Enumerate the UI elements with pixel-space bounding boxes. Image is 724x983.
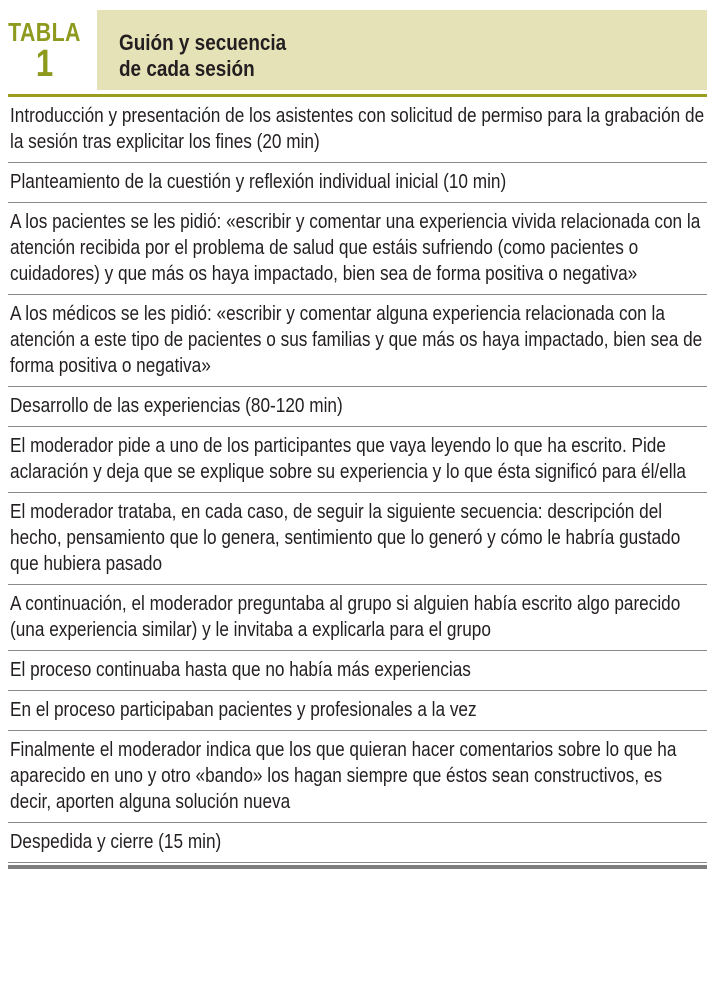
table-row [8, 585, 707, 651]
table-row [8, 823, 707, 863]
table-1 [8, 10, 707, 869]
table-row-text: Introducción y presentación de los asistentes con solicitud de permiso para la grabación de la sesión tras explicitar los fines (20 min) [10, 105, 705, 153]
table-row-text: Desarrollo de las experiencias (80-120 min) [10, 395, 343, 417]
table-row-text: Planteamiento de la cuestión y reflexión individual inicial (10 min) [10, 171, 507, 193]
table-tag-word: TABLA [8, 17, 81, 47]
table-title-line-1: Guión y secuencia [119, 30, 287, 55]
table-row [8, 691, 707, 731]
table-header [8, 10, 707, 90]
table-row [8, 493, 707, 585]
table-row [8, 731, 707, 823]
table-tag [8, 10, 81, 90]
table-row [8, 163, 707, 203]
table-title [97, 10, 707, 90]
table-row [8, 651, 707, 691]
table-row-text: El moderador pide a uno de los participantes que vaya leyendo lo que ha escrito. Pide aclaración y deja que se explique sobre su experiencia y lo que ésta significó para él/ella [10, 435, 687, 483]
table-row [8, 387, 707, 427]
table-row [8, 97, 707, 163]
table-row-text: Finalmente el moderador indica que los que quieran hacer comentarios sobre lo que ha aparecido en uno y otro «bando» los hagan siempre que éstos sean constructivos, es decir, aporten alguna solución nueva [10, 739, 677, 813]
table-row-text: En el proceso participaban pacientes y profesionales a la vez [10, 699, 477, 721]
table-row [8, 295, 707, 387]
bottom-rule [8, 865, 707, 869]
table-row-text: El moderador trataba, en cada caso, de seguir la siguiente secuencia: descripción del hecho, pensamiento que lo genera, sentimiento que lo generó y cómo le habría gustado que hubiera pasado [10, 501, 681, 575]
table-row-text: A los pacientes se les pidió: «escribir y comentar una experiencia vivida relacionada con la atención recibida por el problema de salud que estáis sufriendo (como pacientes o cuidadores) y que más os haya impactado, bien sea de forma positiva o negativa» [10, 211, 701, 285]
table-row [8, 203, 707, 295]
table-row-text: A los médicos se les pidió: «escribir y comentar alguna experiencia relacionada con la atención a este tipo de pacientes o sus familias y que más os haya impactado, bien sea de forma positiva o negativa» [10, 303, 703, 377]
table-rows [8, 97, 707, 863]
table-title-line-2: de cada sesión [119, 56, 255, 81]
table-row-text: Despedida y cierre (15 min) [10, 831, 222, 853]
table-tag-number: 1 [35, 43, 54, 85]
table-row-text: A continuación, el moderador preguntaba al grupo si alguien había escrito algo parecido (una experiencia similar) y le invitaba a explicarla para el grupo [10, 593, 681, 641]
table-row-text: El proceso continuaba hasta que no había más experiencias [10, 659, 471, 681]
table-row [8, 427, 707, 493]
